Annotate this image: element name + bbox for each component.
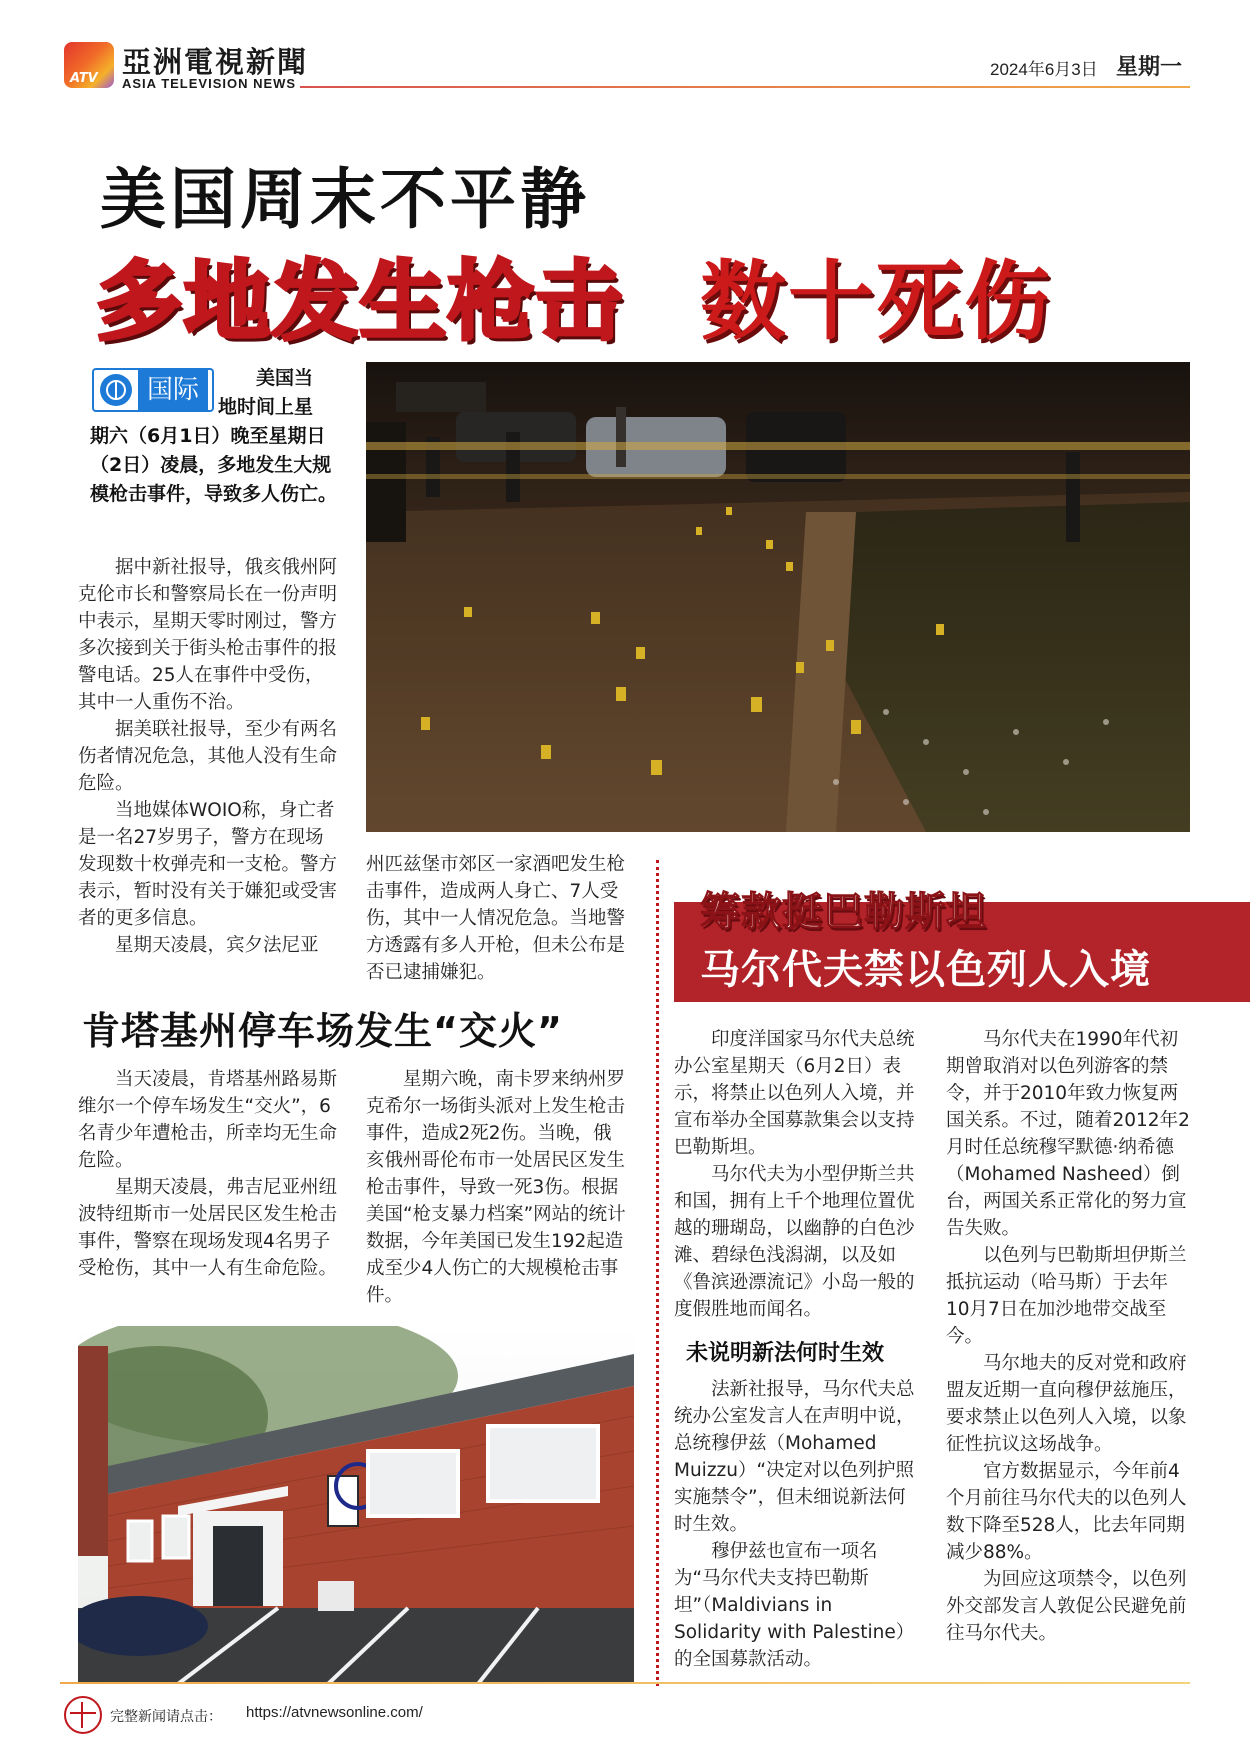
- paragraph: 据中新社报导，俄亥俄州阿克伦市长和警察局长在一份声明中表示，星期天零时刚过，警方多次接到关于街头枪击事件的报警电话。25人在事件中受伤，其中一人重伤不治。: [78, 557, 338, 713]
- paragraph: 法新社报导，马尔代夫总统办公室发言人在声明中说，总统穆伊兹（Mohamed Muizzu）“决定对以色列护照实施禁令”，但未细说新法何时生效。: [674, 1379, 915, 1535]
- paragraph: 当天凌晨，肯塔基州路易斯维尔一个停车场发生“交火”，6名青少年遭枪击，所幸均无生命危险。: [78, 1069, 338, 1171]
- logo-mark-text: ATV: [70, 71, 98, 86]
- lede-paragraph: 期六（6月1日）晚至星期日（2日）凌晨，多地发生大规模枪击事件，导致多人伤亡。: [90, 425, 338, 505]
- paragraph: 星期天凌晨，弗吉尼亚州纽波特纽斯市一处居民区发生枪击事件，警察在现场发现4名男子受枪伤，其中一人有生命危险。: [78, 1177, 338, 1279]
- paragraph: 星期天凌晨，宾夕法尼亚: [115, 935, 319, 956]
- atv-logo-icon: [64, 42, 114, 88]
- footer-label: 完整新闻请点击：: [110, 1709, 222, 1725]
- paragraph: 印度洋国家马尔代夫总统办公室星期天（6月2日）表示，将禁止以色列人入境，并宣布举办全国募款集会以支持巴勒斯坦。: [674, 1029, 915, 1158]
- issue-date: 2024年6月3日: [990, 60, 1098, 79]
- globe-icon: [100, 374, 132, 406]
- banner-line2: 马尔代夫禁以色列人入境: [700, 947, 1151, 993]
- section-tag-label: 国际: [138, 370, 208, 410]
- paragraph: 当地媒体WOIO称，身亡者是一名27岁男子，警方在现场发现数十枚弹壳和一支枪。警方表示，暂时没有关于嫌犯或受害者的更多信息。: [78, 800, 338, 929]
- banner-line1: 筹款挺巴勒斯坦: [700, 889, 987, 935]
- paragraph: 官方数据显示，今年前4个月前往马尔代夫的以色列人数下降至528人，比去年同期减少88%。: [946, 1461, 1187, 1563]
- brick-building-photo: [78, 1326, 634, 1684]
- paragraph: 星期六晚，南卡罗来纳州罗克希尔一场街头派对上发生枪击事件，造成2死2伤。当晚，俄亥俄州哥伦布市一处居民区发生枪击事件，导致一死3伤。根据美国“枪支暴力档案”网站的统计数据，今年美国已发生192起造成至少4人伤亡的大规模枪击事件。: [366, 1069, 626, 1306]
- logo-title-en: ASIA TELEVISION NEWS: [122, 76, 297, 91]
- footer-divider: [60, 1682, 1190, 1684]
- section2-column2: [366, 1066, 628, 1309]
- paragraph: 据美联社报导，至少有两名伤者情况危急，其他人没有生命危险。: [78, 719, 338, 794]
- headline-line1: 美国周末不平静: [100, 161, 590, 238]
- header-divider: [300, 86, 1190, 88]
- section-heading-kentucky: 肯塔基州停车场发生“交火”: [82, 1009, 563, 1053]
- paragraph: 州匹兹堡市郊区一家酒吧发生枪击事件，造成两人身亡、7人受伤，其中一人情况危急。当地警方透露有多人开枪，但未公布是否已逮捕嫌犯。: [366, 854, 626, 983]
- footer-url-link[interactable]: https://atvnewsonline.com/: [246, 1704, 423, 1721]
- issue-weekday: 星期一: [1116, 55, 1183, 80]
- paragraph: 马尔代夫在1990年代初期曾取消对以色列游客的禁令，并于2010年致力恢复两国关系。不过，随着2012年2月时任总统穆罕默德·纳希德（Mohamed Nasheed）倒台，两国关系正常化的努力宣告失败。: [946, 1029, 1190, 1239]
- lede-first-line: 美国当: [256, 367, 314, 389]
- subheading-new-law: 未说明新法何时生效: [686, 1341, 885, 1366]
- paragraph: 马尔代夫为小型伊斯兰共和国，拥有上千个地理位置优越的珊瑚岛，以幽静的白色沙滩、碧绿色浅潟湖，以及如《鲁滨逊漂流记》小岛一般的度假胜地而闻名。: [674, 1164, 915, 1320]
- paragraph: 为回应这项禁令，以色列外交部发言人敦促公民避免前往马尔代夫。: [946, 1569, 1187, 1644]
- paragraph: 马尔地夫的反对党和政府盟友近期一直向穆伊兹施压，要求禁止以色列人入境，以象征性抗议这场战争。: [946, 1353, 1187, 1455]
- article2-column2: [946, 1026, 1190, 1647]
- paragraph: 穆伊兹也宣布一项名为“马尔代夫支持巴勒斯坦”（Maldivians in Solidarity with Palestine）的全国募款活动。: [674, 1541, 915, 1670]
- globe-icon: [64, 1696, 102, 1734]
- section2-column1: [78, 1066, 340, 1282]
- article1-column2: [366, 851, 628, 986]
- crime-scene-photo: [366, 362, 1190, 832]
- logo-title-cn: 亞洲電視新聞: [122, 45, 309, 79]
- headline-line2-red: 数十死伤: [700, 252, 1052, 352]
- lede-second-line: 地时间上星: [218, 396, 314, 418]
- article2-column1-top: [674, 1026, 918, 1323]
- article2-column1-bottom: [674, 1376, 918, 1673]
- headline-line2-outline: 多地发生枪击: [96, 252, 624, 352]
- column-divider: [656, 860, 659, 1686]
- paragraph: 以色列与巴勒斯坦伊斯兰抵抗运动（哈马斯）于去年10月7日在加沙地带交战至今。: [946, 1245, 1187, 1347]
- article1-column1: [78, 554, 340, 959]
- section-tag-international: [92, 368, 214, 412]
